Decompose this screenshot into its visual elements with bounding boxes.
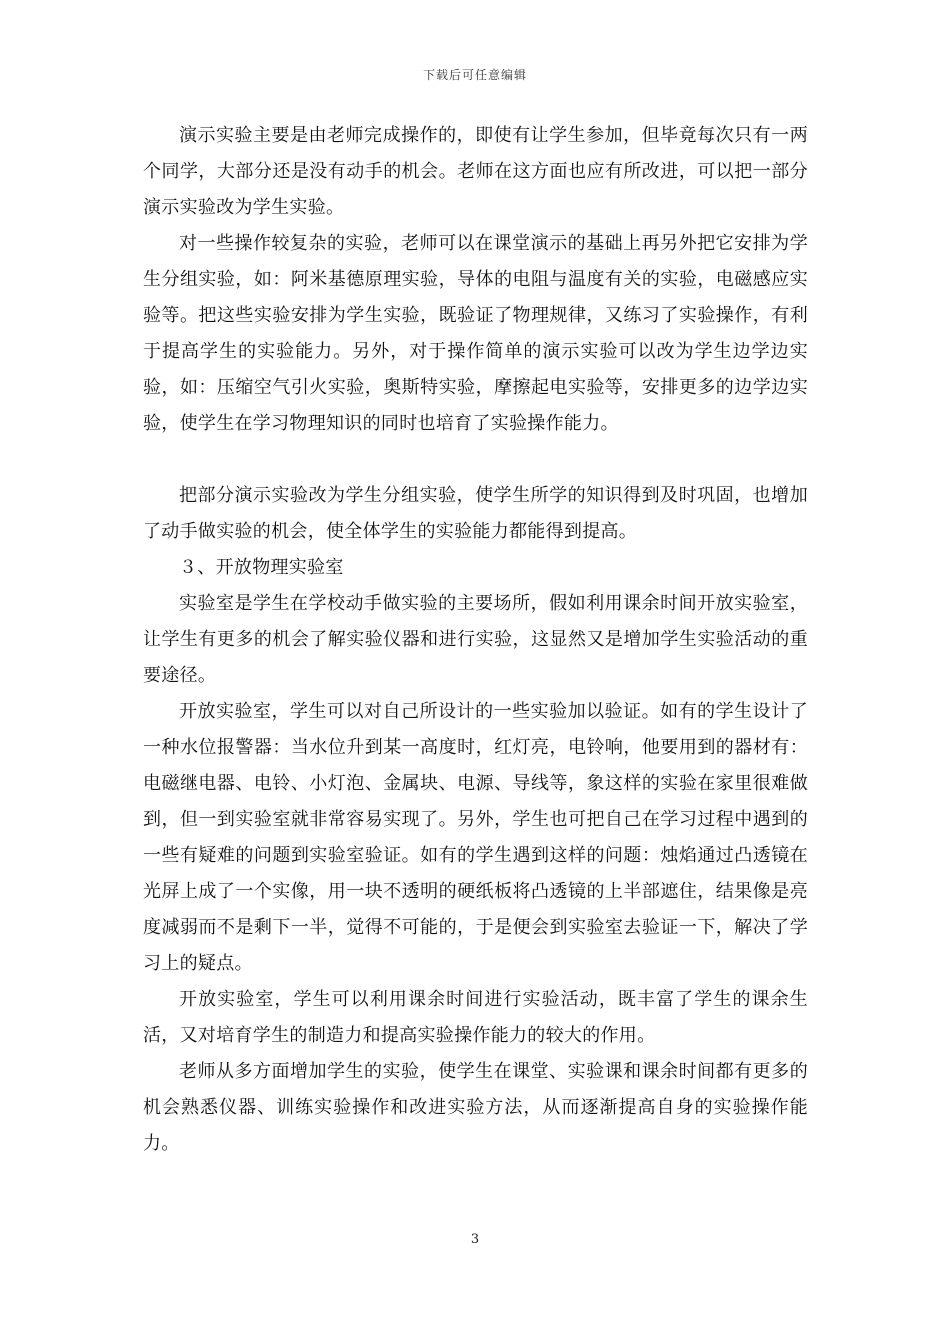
paragraph-lab-importance: 实验室是学生在学校动手做实验的主要场所，假如利用课余时间开放实验室，让学生有更多的机会了解实验仪器和进行实验，这显然又是增加学生实验活动的重要途径。 [143,593,808,686]
paragraph-consolidation: 把部分演示实验改为学生分组实验，使学生所学的知识得到及时巩固，也增加了动手做实验的机会，使全体学生的实验能力都能得到提高。 [143,485,808,542]
paragraph-demo-experiments: 演示实验主要是由老师完成操作的，即使有让学生参加，但毕竟每次只有一两个同学，大部分还是没有动手的机会。老师在这方面也应有所改进，可以把一部分演示实验改为学生实验。 [143,125,808,218]
paragraph-lab-verification: 开放实验室，学生可以对自己所设计的一些实验加以验证。如有的学生设计了一种水位报警器：当水位升到某一高度时，红灯亮，电铃响，他要用到的器材有：电磁继电器、电铃、小灯泡、金属块、电源、导线等，象这样的实验在家里很难做到，但一到实验室就非常容易实现了。另外，学生也可把自己在学习过程中遇到的一些有疑难的问题到实验室验证。如有的学生遇到这样的问题：烛焰通过凸透镜在光屏上成了一个实像，用一块不透明的硬纸板将凸透镜的上半部遮住，结果像是亮度减弱而不是剩下一半，觉得不可能的，于是便会到实验室去验证一下，解决了学习上的疑点。 [143,701,808,974]
paragraph-lab-benefits: 开放实验室，学生可以利用课余时间进行实验活动，既丰富了学生的课余生活，又对培育学生的制造力和提高实验操作能力的较大的作用。 [143,989,808,1046]
paragraph-conclusion: 老师从多方面增加学生的实验，使学生在课堂、实验课和课余时间都有更多的机会熟悉仪器、训练实验操作和改进实验方法，从而逐渐提高自身的实验操作能力。 [143,1061,808,1154]
document-body [143,118,808,1162]
paragraph-group-experiments: 对一些操作较复杂的实验，老师可以在课堂演示的基础上再另外把它安排为学生分组实验，如：阿米基德原理实验，导体的电阻与温度有关的实验，电磁感应实验等。把这些实验安排为学生实验，既验证了物理规律，又练习了实验操作，有利于提高学生的实验能力。另外，对于操作简单的演示实验可以改为学生边学边实验，如：压缩空气引火实验，奥斯特实验，摩擦起电实验等，安排更多的边学边实验，使学生在学习物理知识的同时也培育了实验操作能力。 [143,233,808,434]
page-number: 3 [470,1232,480,1247]
page-header: 下载后可任意编辑 [422,68,527,82]
section-heading-open-lab: ３、开放物理实验室 [179,557,344,578]
